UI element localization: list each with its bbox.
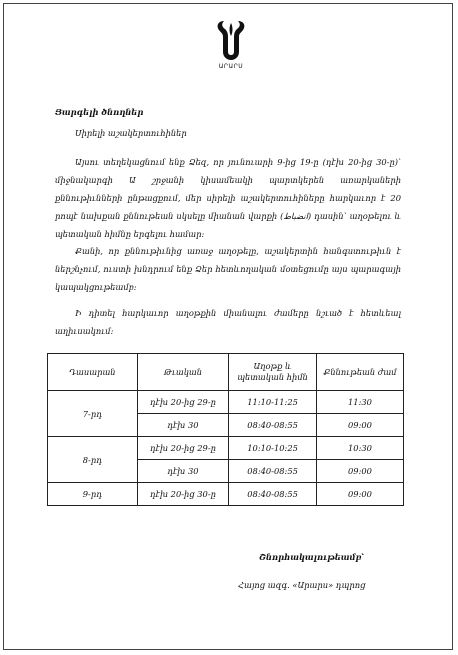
- table-row: [48, 483, 404, 506]
- salutation: Սիրելի աշակերտուհիներ: [75, 128, 187, 138]
- signature-thanks: Շնորհակալութեամբ՝: [259, 552, 364, 562]
- grade-cell: 8-րդ: [48, 437, 138, 483]
- date-cell: դէխ 20-ից 29-ը: [137, 391, 228, 414]
- table-row: [48, 437, 404, 460]
- prayer-time-cell: 08:40-08:55: [229, 483, 317, 506]
- exam-time-cell: 11:30: [316, 391, 403, 414]
- header-exam: Քննութեան ժամ: [316, 354, 403, 391]
- schedule-table: [47, 353, 404, 506]
- exam-time-cell: 09:00: [316, 460, 403, 483]
- table-header-row: [48, 354, 404, 391]
- document-page: [3, 3, 453, 650]
- signature-org: Հայոց ազգ. «Արարս» դպրոց: [238, 580, 366, 590]
- greeting: Յարգելի ծնողներ: [55, 107, 144, 117]
- prayer-time-cell: 08:40-08:55: [229, 414, 317, 437]
- date-cell: դէխ 30: [137, 414, 228, 437]
- grade-cell: 7-րդ: [48, 391, 138, 437]
- school-logo: [211, 18, 251, 76]
- exam-time-cell: 09:00: [316, 414, 403, 437]
- exam-time-cell: 10:30: [316, 437, 403, 460]
- date-cell: դէխ 30: [137, 460, 228, 483]
- paragraph-3: Ի դիտել հարկաւոր աղօթքին միանալու ժամերը նշւած է հետևեալ աղիւսակում:: [55, 308, 401, 336]
- ararat-logo-icon: [211, 18, 251, 62]
- header-grade: Դասարան: [48, 354, 138, 391]
- header-date: Թւական: [137, 354, 228, 391]
- table-row: [48, 391, 404, 414]
- paragraph-1: Այսու տեղեկացնում ենք Ձեզ, որ յունուարի 9-ից 19-ը (դէխ 20-ից 30-ը)՝ միջնակարգի Ա շրջանի կիսամեակի պարտկերեն առարկաների քննութիւնների ընթացքում, մեր սիրելի աշակերտուհիները հարկաւոր է 20 րոպէ նախքան քննութեան սկսելը միանան վարքի (انضباط) դասին՝ աղօթելու և պետական հիմնը երգելու համար:: [55, 157, 401, 239]
- paragraph-2: Քանի, որ քննութիւնից առաջ աղօթելը, աշակերտին հանգստութիւն է ներշնչում, ուստի խնդրում ենք Ձեր հետևողական մօտեցումը այս պարագայի կապակցութեամբ:: [55, 246, 401, 292]
- exam-time-cell: 09:00: [316, 483, 403, 506]
- date-cell: դէխ 20-ից 29-ը: [137, 437, 228, 460]
- prayer-time-cell: 11:10-11:25: [229, 391, 317, 414]
- date-cell: դէխ 20-ից 30-ը: [137, 483, 228, 506]
- grade-cell: 9-րդ: [48, 483, 138, 506]
- prayer-time-cell: 10:10-10:25: [229, 437, 317, 460]
- header-prayer: Աղօթք և պետական հիմն: [229, 354, 317, 391]
- prayer-time-cell: 08:40-08:55: [229, 460, 317, 483]
- logo-text: ԱՐԱՐՍ: [218, 63, 244, 70]
